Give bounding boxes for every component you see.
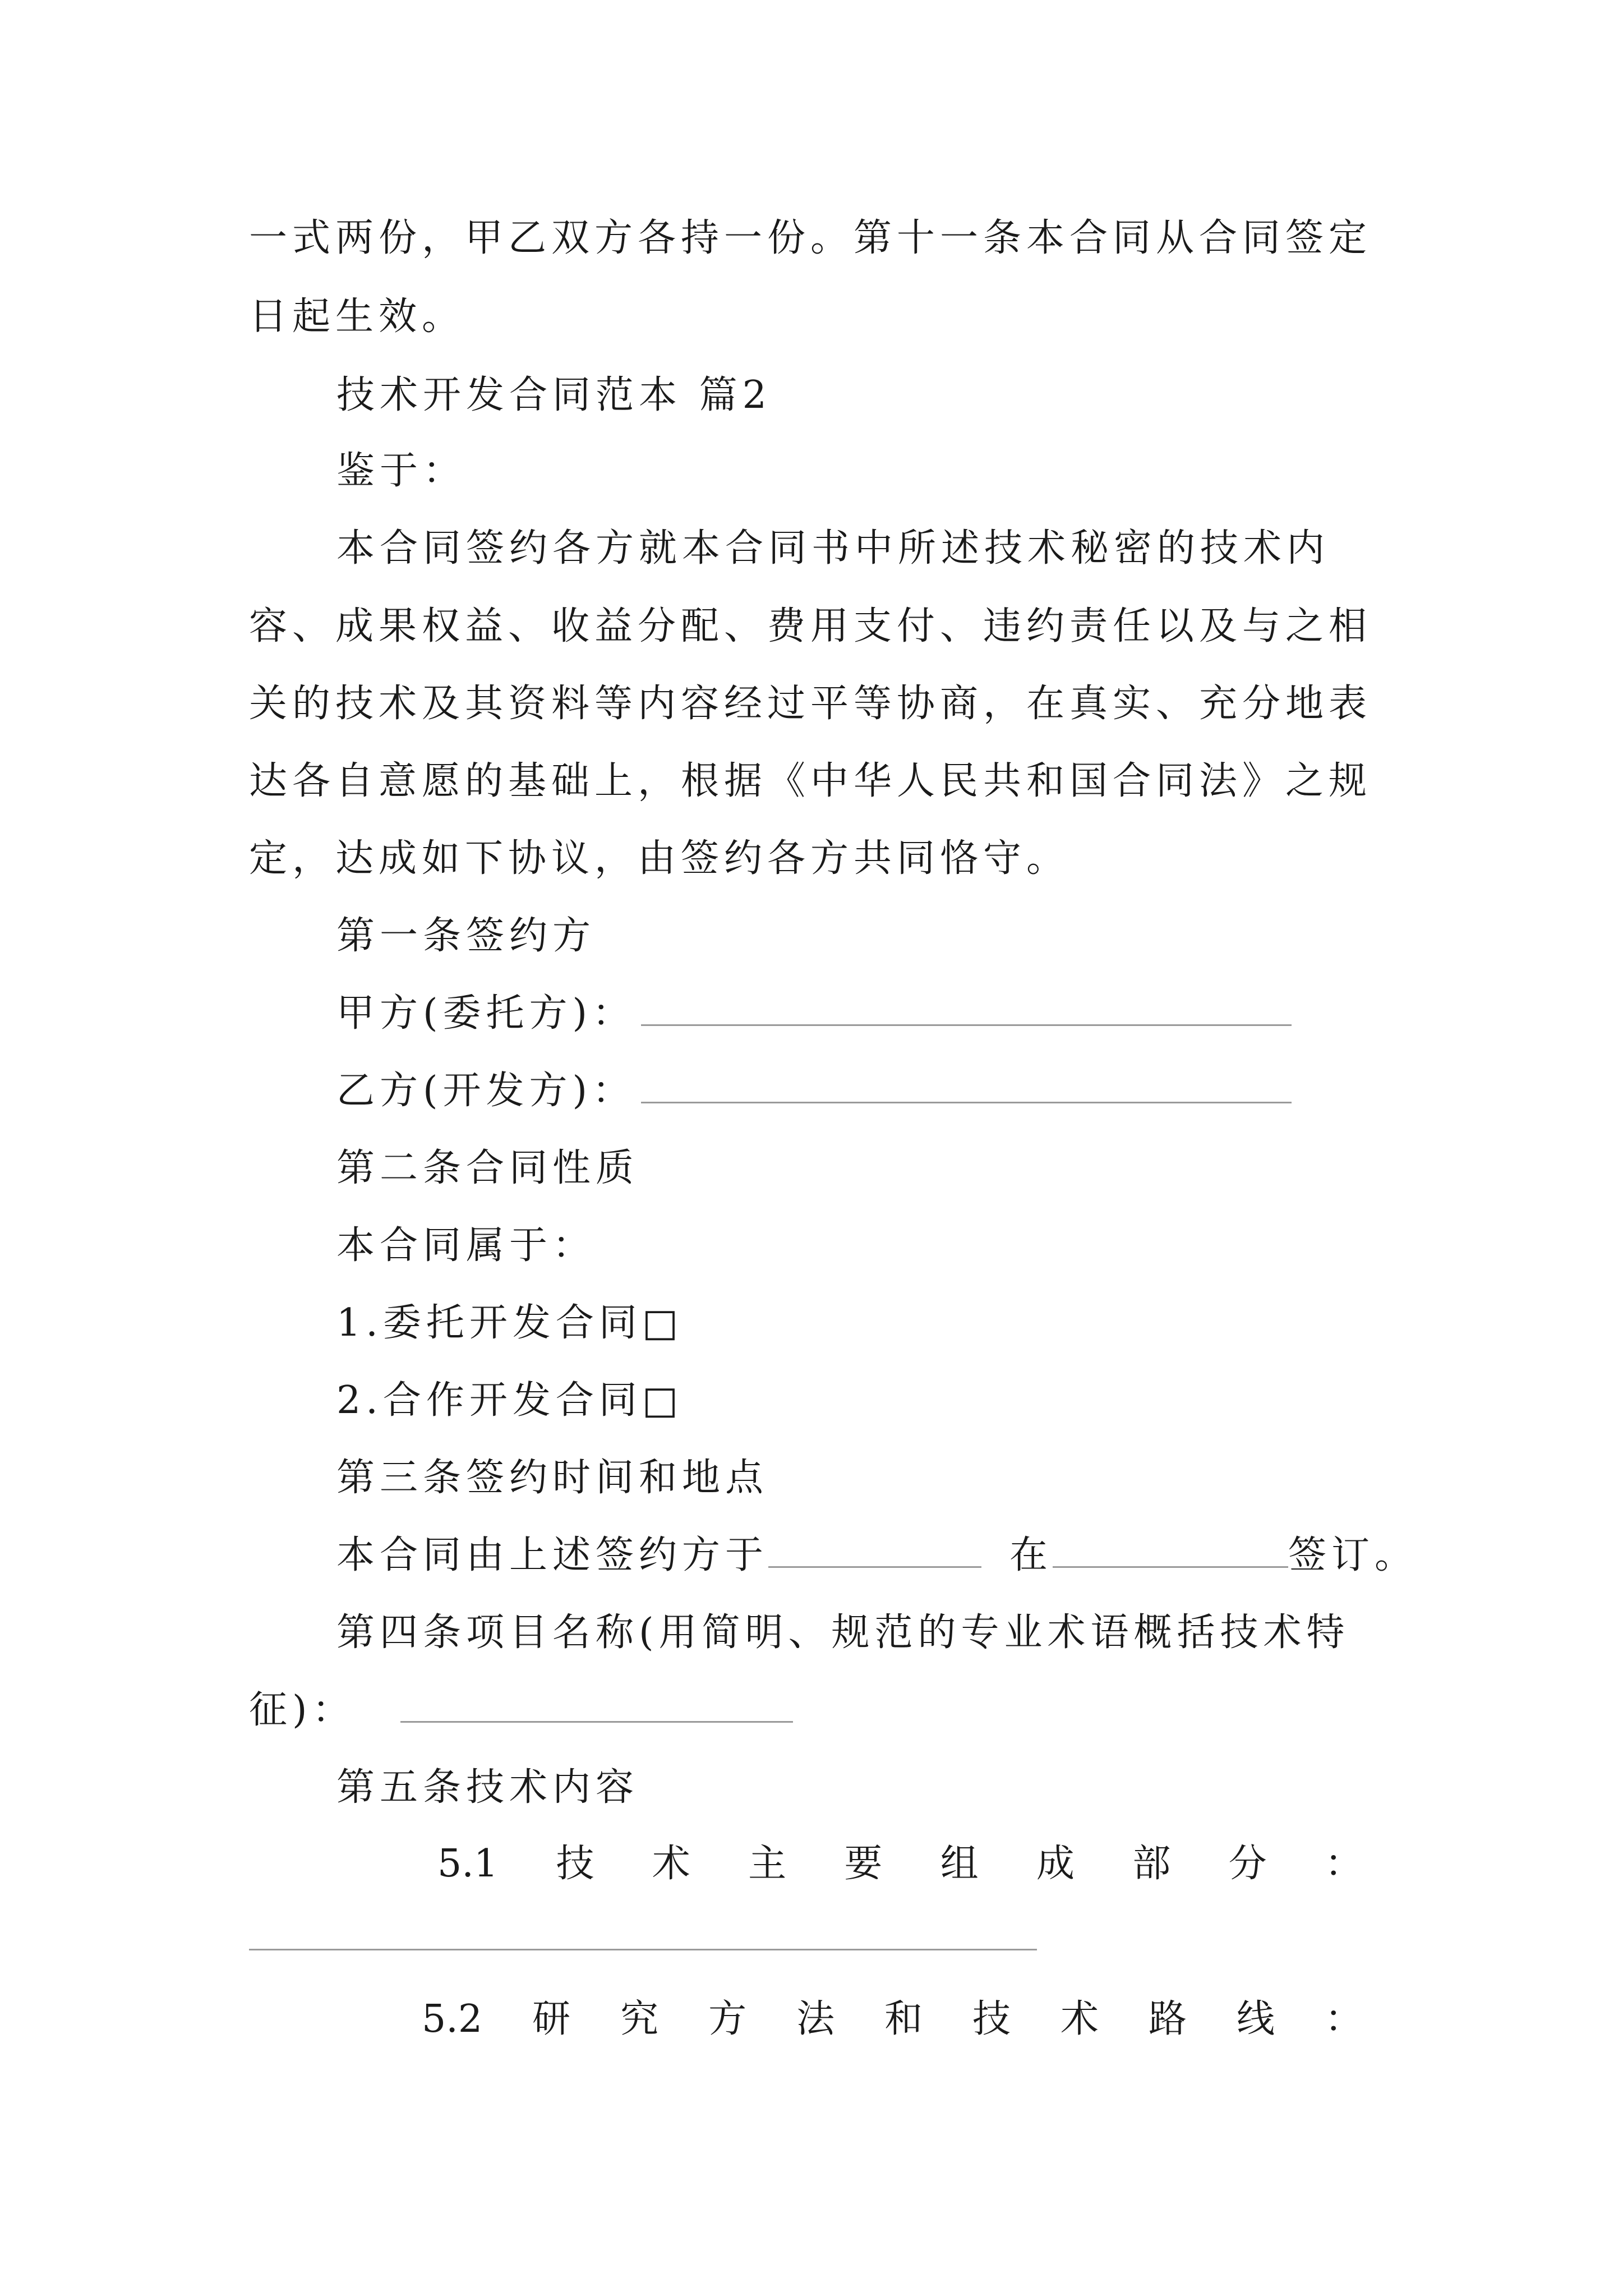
section-5-1-line bbox=[437, 1842, 1363, 1887]
project-name-line bbox=[249, 1688, 793, 1733]
signing-date-blank[interactable] bbox=[768, 1536, 981, 1568]
project-name-label: 征)： bbox=[249, 1688, 356, 1732]
section-5-1-char: 主 bbox=[748, 1842, 787, 1886]
signing-end-text: 签订。 bbox=[1288, 1533, 1418, 1577]
party-b-label: 乙方(开发方)： bbox=[336, 1069, 636, 1113]
section-5-1-char: 组 bbox=[940, 1842, 979, 1886]
party-b-blank[interactable] bbox=[641, 1071, 1292, 1103]
section-5-1-char: 成 bbox=[1036, 1842, 1075, 1886]
section-5-1-blank[interactable] bbox=[249, 1949, 1037, 1950]
article-heading: 第二条合同性质 bbox=[336, 1146, 639, 1190]
contract-type-option: 1.委托开发合同□ bbox=[336, 1301, 684, 1345]
paragraph-line: 鉴于： bbox=[336, 449, 467, 493]
section-5-2-char: 术 bbox=[1061, 1997, 1099, 2041]
paragraph-line: 本合同属于： bbox=[336, 1223, 596, 1268]
paragraph-line: 容、成果权益、收益分配、费用支付、违约责任以及与之相 bbox=[249, 604, 1372, 648]
section-5-2-char: 技 bbox=[972, 1997, 1011, 2041]
section-5-2-char: 5.2 bbox=[422, 1997, 483, 2041]
section-5-1-char: ： bbox=[1324, 1842, 1363, 1886]
article-heading: 第五条技术内容 bbox=[336, 1765, 639, 1810]
section-5-2-char: 方 bbox=[708, 1997, 747, 2041]
signing-at-text: 在 bbox=[1009, 1533, 1053, 1577]
section-5-1-char: 技 bbox=[556, 1842, 594, 1886]
paragraph-line: 本合同签约各方就本合同书中所述技术秘密的技术内 bbox=[336, 526, 1330, 570]
section-5-1-char: 分 bbox=[1228, 1842, 1267, 1886]
party-a-line bbox=[336, 991, 1292, 1036]
section-5-2-char: 和 bbox=[884, 1997, 923, 2041]
signing-place-blank[interactable] bbox=[1053, 1536, 1288, 1568]
article-heading: 第一条签约方 bbox=[336, 914, 596, 958]
section-5-2-char: 究 bbox=[620, 1997, 659, 2041]
party-a-blank[interactable] bbox=[641, 994, 1292, 1026]
section-5-2-line bbox=[422, 1997, 1363, 2042]
paragraph-line: 关的技术及其资料等内容经过平等协商，在真实、充分地表 bbox=[249, 682, 1372, 726]
party-b-line bbox=[336, 1069, 1292, 1114]
section-5-2-char: 研 bbox=[532, 1997, 571, 2041]
paragraph-line: 定，达成如下协议，由签约各方共同恪守。 bbox=[249, 836, 1070, 881]
paragraph-line: 日起生效。 bbox=[249, 295, 465, 339]
paragraph-line: 达各自意愿的基础上，根据《中华人民共和国合同法》之规 bbox=[249, 759, 1372, 803]
section-5-2-char: 路 bbox=[1149, 1997, 1187, 2041]
section-5-2-char: 法 bbox=[796, 1997, 835, 2041]
article-heading: 第三条签约时间和地点 bbox=[336, 1456, 769, 1500]
section-5-1-char: 5.1 bbox=[437, 1842, 499, 1886]
section-5-2-char: ： bbox=[1324, 1997, 1363, 2041]
project-name-blank[interactable] bbox=[400, 1691, 793, 1723]
signing-line bbox=[336, 1533, 1418, 1578]
paragraph-line: 一式两份，甲乙双方各持一份。第十一条本合同从合同签定 bbox=[249, 216, 1372, 260]
section-5-2-char: 线 bbox=[1237, 1997, 1275, 2041]
section-heading: 技术开发合同范本 篇2 bbox=[336, 373, 772, 417]
party-a-label: 甲方(委托方)： bbox=[336, 991, 636, 1036]
section-5-1-char: 术 bbox=[652, 1842, 690, 1886]
section-5-1-char: 部 bbox=[1132, 1842, 1171, 1886]
signing-text: 本合同由上述签约方于 bbox=[336, 1533, 769, 1577]
section-5-1-char: 要 bbox=[844, 1842, 883, 1886]
contract-type-option: 2.合作开发合同□ bbox=[336, 1378, 684, 1423]
paragraph-line: 第四条项目名称(用简明、规范的专业术语概括技术特 bbox=[336, 1611, 1350, 1655]
